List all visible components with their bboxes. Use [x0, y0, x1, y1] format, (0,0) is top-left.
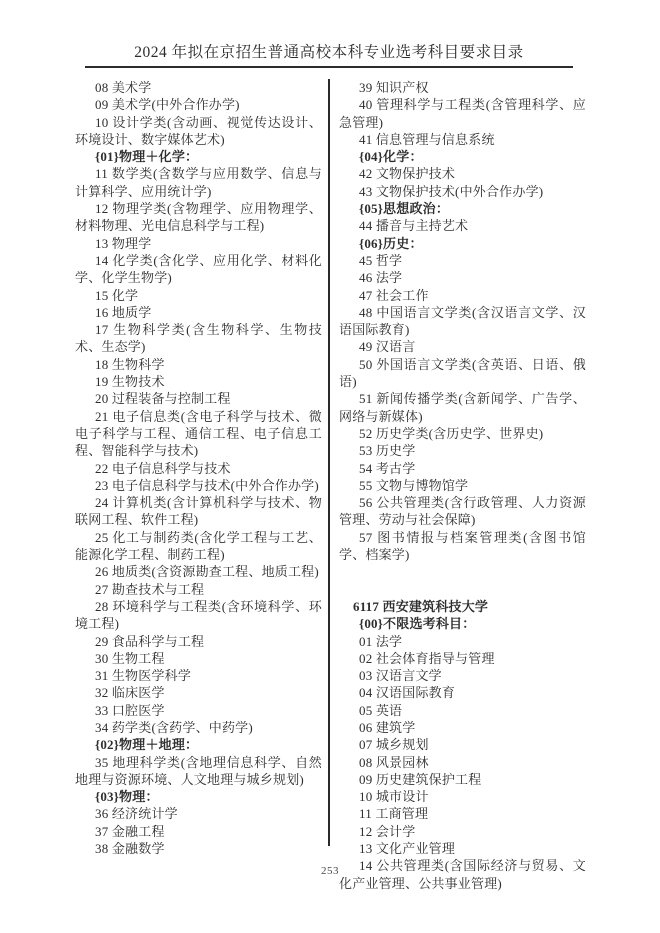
left-column: [75, 79, 322, 892]
page-title: 2024 年拟在京招生普通高校本科专业选考科目要求目录: [134, 44, 524, 61]
document-header: [85, 40, 573, 62]
catalog-item: 11 数学类(含数学与应用数学、信息与计算科学、应用统计学): [75, 166, 322, 199]
catalog-item: 10 城市设计: [359, 789, 429, 805]
catalog-item: 13 物理学: [95, 235, 152, 251]
section-heading: {03}物理：: [95, 789, 159, 805]
right-column: [339, 79, 586, 892]
catalog-item: 54 考古学: [359, 460, 416, 476]
catalog-item: 27 勘查技术与工程: [95, 581, 205, 597]
catalog-item: 09 历史建筑保护工程: [359, 771, 482, 787]
catalog-item: 52 历史学类(含历史学、世界史): [359, 425, 544, 441]
catalog-item: 04 汉语国际教育: [359, 685, 456, 701]
catalog-item: 26 地质类(含资源勘查工程、地质工程): [95, 564, 319, 580]
page-footer: [0, 861, 660, 879]
catalog-item: 48 中国语言文学类(含汉语言文学、汉语国际教育): [339, 304, 586, 338]
catalog-item: 16 地质学: [95, 304, 152, 320]
catalog-item: 07 城乡规划: [359, 737, 429, 753]
catalog-item: 11 工商管理: [359, 806, 429, 822]
catalog-item: 43 文物保护技术(中外合作办学): [359, 183, 544, 199]
catalog-item: 57 图书情报与档案管理类(含图书馆学、档案学): [339, 529, 586, 563]
section-heading: {06}历史：: [359, 235, 423, 251]
catalog-item: 18 生物科学: [95, 356, 165, 372]
catalog-item: 21 电子信息类(含电子科学与技术、微电子科学与工程、通信工程、电子信息工程、智能科学与技术): [75, 408, 322, 459]
catalog-item: 39 知识产权: [359, 80, 429, 95]
catalog-item: 56 公共管理类(含行政管理、人力资源管理、劳动与社会保障): [339, 495, 586, 528]
catalog-item: 44 播音与主持艺术: [359, 218, 469, 234]
catalog-item: 13 文化产业管理: [359, 841, 456, 857]
page-number: 253: [321, 865, 339, 877]
header-divider-rule: [85, 66, 573, 68]
catalog-item: 22 电子信息科学与技术: [95, 460, 231, 476]
catalog-item: 33 口腔医学: [95, 702, 165, 718]
catalog-item: 42 文物保护技术: [359, 166, 456, 182]
catalog-item: 55 文物与博物馆学: [359, 477, 469, 493]
catalog-item: 29 食品科学与工程: [95, 633, 205, 649]
catalog-item: 05 英语: [359, 702, 403, 718]
catalog-item: 12 物理学类(含物理学、应用物理学、材料物理、光电信息科学与工程): [75, 201, 322, 234]
catalog-item: 47 社会工作: [359, 287, 429, 303]
catalog-item: 37 金融工程: [95, 823, 165, 839]
catalog-item: 40 管理科学与工程类(含管理科学、应急管理): [339, 97, 586, 130]
catalog-item: 20 过程装备与控制工程: [95, 391, 231, 407]
catalog-item: 31 生物医学科学: [95, 668, 192, 684]
catalog-item: 34 药学类(含药学、中药学): [95, 719, 253, 735]
column-divider-line: [328, 79, 330, 846]
catalog-item: 01 法学: [359, 633, 403, 649]
catalog-item: 46 法学: [359, 270, 403, 286]
catalog-item: 08 风景园林: [359, 754, 429, 770]
catalog-item: 24 计算机类(含计算机科学与技术、物联网工程、软件工程): [75, 495, 322, 528]
catalog-item: 23 电子信息科学与技术(中外合作办学): [95, 477, 319, 493]
catalog-item: 19 生物技术: [95, 374, 165, 390]
catalog-item: 41 信息管理与信息系统: [359, 131, 495, 147]
catalog-item: 12 会计学: [359, 823, 416, 839]
catalog-item: 38 金融数学: [95, 841, 165, 857]
section-heading: {00}不限选考科目：: [359, 616, 476, 632]
catalog-item: 14 化学类(含化学、应用化学、材料化学、化学生物学): [75, 252, 322, 286]
catalog-item: 32 临床医学: [95, 685, 165, 701]
catalog-item: 25 化工与制药类(含化学工程与工艺、能源化学工程、制药工程): [75, 529, 322, 563]
catalog-item: 06 建筑学: [359, 719, 416, 735]
catalog-item: 36 经济统计学: [95, 806, 178, 822]
catalog-item: 50 外国语言文学类(含英语、日语、俄语): [339, 356, 586, 390]
catalog-item: 02 社会体育指导与管理: [359, 650, 495, 666]
catalog-item: 15 化学: [95, 287, 139, 303]
section-heading: {02}物理＋地理：: [95, 737, 199, 753]
catalog-item: 17 生物科学类(含生物科学、生物技术、生态学): [75, 322, 322, 355]
catalog-item: 45 哲学: [359, 252, 403, 268]
catalog-item: 53 历史学: [359, 443, 416, 459]
catalog-item: 10 设计学类(含动画、视觉传达设计、环境设计、数字媒体艺术): [75, 114, 322, 147]
catalog-item: 03 汉语言文学: [359, 668, 442, 684]
catalog-item: 35 地理科学类(含地理信息科学、自然地理与资源环境、人文地理与城乡规划): [75, 754, 322, 787]
catalog-item: 28 环境科学与工程类(含环境科学、环境工程): [75, 598, 322, 632]
two-column-content: [75, 79, 590, 892]
section-heading: {04}化学：: [359, 149, 423, 165]
catalog-item: 14 公共管理类(含国际经济与贸易、文化产业管理、公共事业管理): [339, 858, 586, 891]
catalog-item: 08 美术学: [95, 80, 152, 95]
section-heading: {01}物理＋化学：: [95, 149, 199, 165]
catalog-item: 09 美术学(中外合作办学): [95, 97, 240, 113]
section-heading: {05}思想政治：: [359, 201, 450, 217]
catalog-item: 49 汉语言: [359, 339, 416, 355]
section-gap: [339, 563, 586, 598]
catalog-item: 30 生物工程: [95, 650, 165, 666]
catalog-item: 51 新闻传播学类(含新闻学、广告学、网络与新媒体): [339, 391, 586, 424]
school-heading: 6117 西安建筑科技大学: [353, 598, 489, 614]
